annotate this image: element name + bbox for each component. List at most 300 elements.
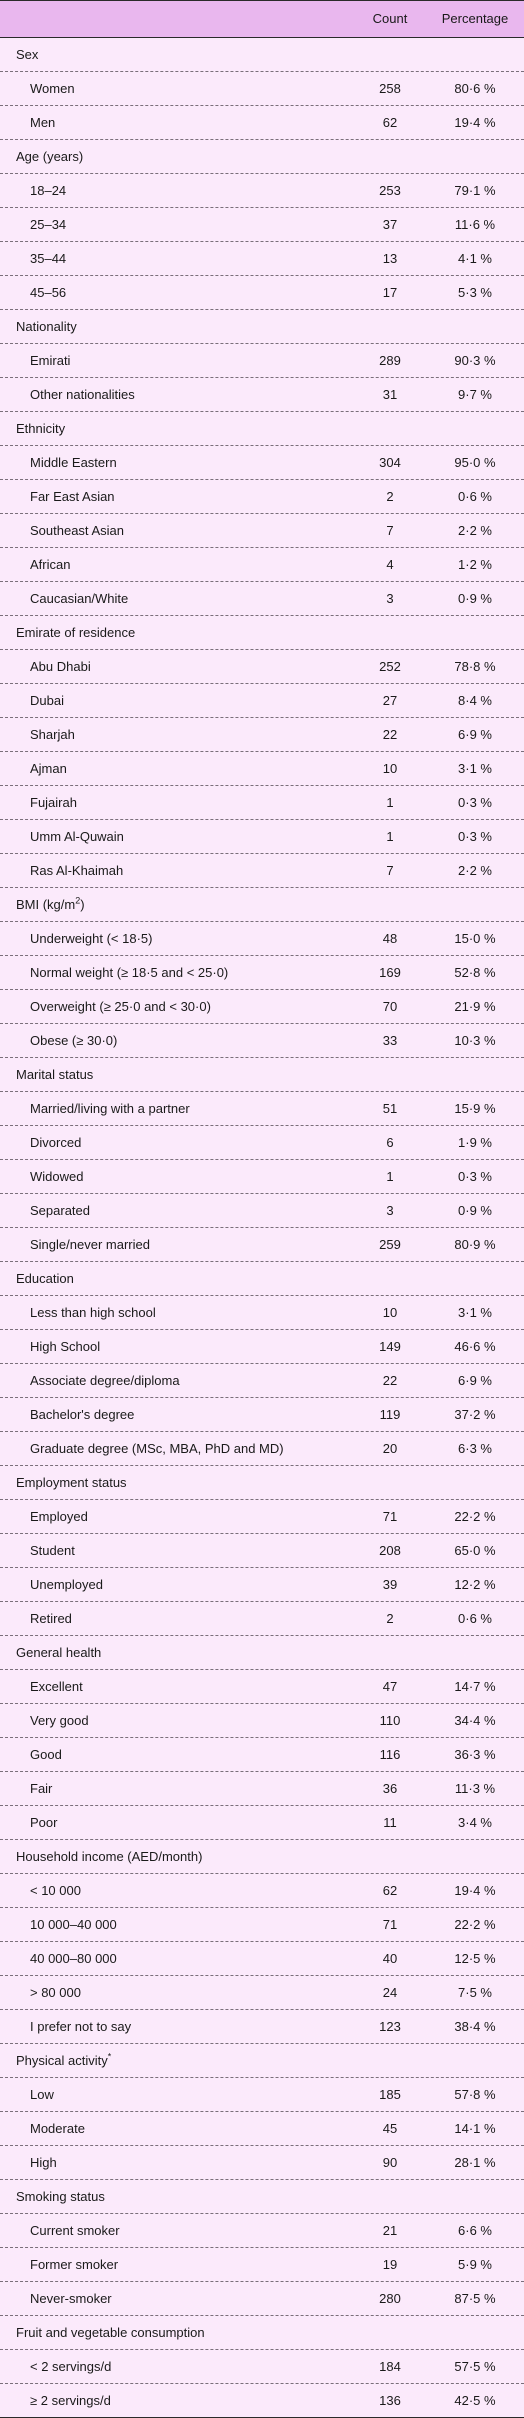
table-row xyxy=(0,343,524,377)
table-row xyxy=(0,2281,524,2315)
label-text: Employment status xyxy=(16,1475,127,1490)
row-label xyxy=(30,514,124,547)
percentage-cell: 3·1 % xyxy=(458,1305,492,1320)
label-text: Nationality xyxy=(16,319,77,334)
percentage-cell: 0·6 % xyxy=(458,489,492,504)
percentage-cell: 79·1 % xyxy=(454,183,496,198)
table-row xyxy=(0,377,524,411)
section-header-row xyxy=(0,1057,524,1091)
table-row xyxy=(0,1669,524,1703)
label-text: Sharjah xyxy=(30,727,75,742)
section-label xyxy=(16,888,85,921)
count-cell: 21 xyxy=(382,2223,398,2238)
table-row xyxy=(0,785,524,819)
section-label xyxy=(16,38,38,71)
table-row xyxy=(0,1941,524,1975)
section-header-row xyxy=(0,615,524,649)
row-label xyxy=(30,174,66,207)
label-text: Student xyxy=(30,1543,75,1558)
percentage-cell: 57·5 % xyxy=(454,2359,496,2374)
row-label xyxy=(30,548,70,581)
percentage-cell: 1·9 % xyxy=(458,1135,492,1150)
table-row xyxy=(0,445,524,479)
label-text: Very good xyxy=(30,1713,89,1728)
label-text: Retired xyxy=(30,1611,72,1626)
label-text: Ajman xyxy=(30,761,67,776)
section-header-row xyxy=(0,309,524,343)
section-label xyxy=(16,616,135,649)
label-suffix: ) xyxy=(80,897,85,912)
row-label xyxy=(30,1534,75,1567)
label-text: General health xyxy=(16,1645,102,1660)
row-label xyxy=(30,1568,103,1601)
section-header-row xyxy=(0,1635,524,1669)
percentage-cell: 14·7 % xyxy=(454,1679,496,1694)
section-label xyxy=(16,2316,205,2349)
table-row xyxy=(0,1499,524,1533)
count-cell: 116 xyxy=(379,1747,401,1762)
row-label xyxy=(30,1874,81,1907)
label-text: < 2 servings/d xyxy=(30,2359,112,2374)
count-cell: 1 xyxy=(386,1169,394,1184)
label-text: Good xyxy=(30,1747,62,1762)
percentage-cell: 0·6 % xyxy=(458,1611,492,1626)
row-label xyxy=(30,1704,89,1737)
count-cell: 110 xyxy=(379,1713,401,1728)
count-cell: 4 xyxy=(386,557,394,572)
row-label xyxy=(30,1500,88,1533)
table-row xyxy=(0,717,524,751)
label-text: Overweight (≥ 25·0 and < 30·0) xyxy=(30,999,211,1014)
label-text: Bachelor's degree xyxy=(30,1407,135,1422)
section-label xyxy=(16,140,83,173)
label-text: Marital status xyxy=(16,1067,94,1082)
count-cell: 3 xyxy=(386,1203,394,1218)
label-text: Umm Al-Quwain xyxy=(30,829,124,844)
label-text: Widowed xyxy=(30,1169,84,1184)
table-row xyxy=(0,1227,524,1261)
row-label xyxy=(30,718,75,751)
percentage-cell: 3·4 % xyxy=(458,1815,492,1830)
percentage-cell: 6·6 % xyxy=(458,2223,492,2238)
row-label xyxy=(30,854,123,887)
count-cell: 185 xyxy=(379,2087,401,2102)
percentage-cell: 8·4 % xyxy=(458,693,492,708)
section-header-row xyxy=(0,38,524,71)
count-cell: 71 xyxy=(382,1509,398,1524)
percentage-cell: 38·4 % xyxy=(454,2019,496,2034)
label-text: 25–34 xyxy=(30,217,67,232)
count-cell: 22 xyxy=(382,727,398,742)
row-label xyxy=(30,72,75,105)
table-row xyxy=(0,1431,524,1465)
section-header-row xyxy=(0,2179,524,2213)
percentage-cell: 6·9 % xyxy=(458,1373,492,1388)
percentage-cell: 42·5 % xyxy=(454,2393,496,2408)
percentage-cell: 12·5 % xyxy=(454,1951,496,1966)
count-cell: 45 xyxy=(382,2121,398,2136)
section-header-row xyxy=(0,887,524,921)
label-superscript: 2 xyxy=(75,895,81,906)
count-cell: 1 xyxy=(386,829,394,844)
percentage-cell: 5·3 % xyxy=(458,285,492,300)
percentage-cell: 0·3 % xyxy=(458,1169,492,1184)
row-label xyxy=(30,242,66,275)
row-label xyxy=(30,1126,81,1159)
percentage-cell: 9·7 % xyxy=(458,387,492,402)
table-row xyxy=(0,1193,524,1227)
count-cell: 20 xyxy=(382,1441,398,1456)
label-superscript: * xyxy=(107,2051,112,2062)
row-label xyxy=(30,276,66,309)
percentage-cell: 22·2 % xyxy=(454,1917,496,1932)
count-cell: 149 xyxy=(379,1339,401,1354)
label-text: 10 000–40 000 xyxy=(30,1917,117,1932)
row-label xyxy=(30,344,70,377)
percentage-cell: 11·3 % xyxy=(454,1781,496,1796)
table-row xyxy=(0,2077,524,2111)
label-text: Separated xyxy=(30,1203,90,1218)
table-row xyxy=(0,207,524,241)
percentage-cell: 65·0 % xyxy=(454,1543,496,1558)
table-body xyxy=(0,38,524,2417)
label-text: African xyxy=(30,557,71,572)
table-row xyxy=(0,751,524,785)
section-header-row xyxy=(0,411,524,445)
count-cell: 7 xyxy=(386,523,394,538)
label-text: High xyxy=(30,2155,57,2170)
table-row xyxy=(0,2009,524,2043)
count-cell: 6 xyxy=(386,1135,394,1150)
row-label xyxy=(30,1398,134,1431)
label-text: Graduate degree (MSc, MBA, PhD and MD) xyxy=(30,1441,284,1456)
row-label xyxy=(30,956,228,989)
percentage-cell: 0·3 % xyxy=(458,829,492,844)
count-cell: 51 xyxy=(382,1101,398,1116)
label-text: Fujairah xyxy=(30,795,77,810)
table-row xyxy=(0,649,524,683)
table-row xyxy=(0,2145,524,2179)
row-label xyxy=(30,1024,117,1057)
table-row xyxy=(0,1397,524,1431)
table-row xyxy=(0,989,524,1023)
table-row xyxy=(0,683,524,717)
percentage-cell: 7·5 % xyxy=(458,1985,492,2000)
percentage-cell: 0·9 % xyxy=(458,591,492,606)
label-text: Employed xyxy=(30,1509,88,1524)
table-row xyxy=(0,2383,524,2417)
percentage-cell: 15·0 % xyxy=(454,931,496,946)
section-header-row xyxy=(0,1261,524,1295)
table-row xyxy=(0,2349,524,2383)
row-label xyxy=(30,1432,284,1465)
table-header xyxy=(0,1,524,38)
row-label xyxy=(30,2214,120,2247)
count-cell: 258 xyxy=(379,81,401,96)
count-cell: 37 xyxy=(382,217,398,232)
label-text: Low xyxy=(30,2087,54,2102)
percentage-cell: 37·2 % xyxy=(454,1407,496,1422)
count-cell: 31 xyxy=(382,387,398,402)
row-label xyxy=(30,2350,111,2383)
label-text: Associate degree/diploma xyxy=(30,1373,180,1388)
label-text: Women xyxy=(30,81,75,96)
percentage-cell: 5·9 % xyxy=(458,2257,492,2272)
count-cell: 252 xyxy=(379,659,401,674)
label-text: Smoking status xyxy=(16,2189,105,2204)
label-text: Underweight (< 18·5) xyxy=(30,931,153,946)
count-column-header: Count xyxy=(372,11,408,26)
table-row xyxy=(0,1295,524,1329)
percentage-cell: 28·1 % xyxy=(454,2155,496,2170)
row-label xyxy=(30,820,124,853)
section-header-row xyxy=(0,1465,524,1499)
section-label xyxy=(16,2180,105,2213)
label-text: Excellent xyxy=(30,1679,83,1694)
label-text: 45–56 xyxy=(30,285,67,300)
label-text: > 80 000 xyxy=(30,1985,81,2000)
table-row xyxy=(0,1125,524,1159)
percentage-cell: 4·1 % xyxy=(458,251,492,266)
label-text: Former smoker xyxy=(30,2257,119,2272)
label-text: Single/never married xyxy=(30,1237,150,1252)
section-label xyxy=(16,310,77,343)
percentage-cell: 6·9 % xyxy=(458,727,492,742)
percentage-cell: 46·6 % xyxy=(454,1339,496,1354)
label-text: BMI (kg/m xyxy=(16,897,76,912)
row-label xyxy=(30,922,152,955)
label-text: Normal weight (≥ 18·5 and < 25·0) xyxy=(30,965,229,980)
table-row xyxy=(0,1873,524,1907)
label-text: Physical activity xyxy=(16,2053,108,2068)
table-row xyxy=(0,1023,524,1057)
table-row xyxy=(0,1159,524,1193)
row-label xyxy=(30,2248,118,2281)
label-text: Household income (AED/month) xyxy=(16,1849,203,1864)
count-cell: 253 xyxy=(379,183,401,198)
row-label xyxy=(30,378,135,411)
label-text: 35–44 xyxy=(30,251,67,266)
count-cell: 11 xyxy=(383,1815,397,1830)
label-text: Middle Eastern xyxy=(30,455,117,470)
percentage-cell: 78·8 % xyxy=(454,659,496,674)
percentage-cell: 22·2 % xyxy=(454,1509,496,1524)
row-label xyxy=(30,1092,190,1125)
percentage-cell: 34·4 % xyxy=(454,1713,496,1728)
label-text: Emirate of residence xyxy=(16,625,136,640)
count-cell: 169 xyxy=(379,965,401,980)
table-row xyxy=(0,241,524,275)
table-row xyxy=(0,1703,524,1737)
count-cell: 39 xyxy=(382,1577,398,1592)
row-label xyxy=(30,990,211,1023)
label-text: I prefer not to say xyxy=(30,2019,132,2034)
table-row xyxy=(0,1737,524,1771)
table-row xyxy=(0,275,524,309)
table-row xyxy=(0,1771,524,1805)
row-label xyxy=(30,650,91,683)
label-text: Far East Asian xyxy=(30,489,115,504)
table-row xyxy=(0,581,524,615)
label-text: Fair xyxy=(30,1781,53,1796)
label-text: Ras Al-Khaimah xyxy=(30,863,124,878)
label-text: Fruit and vegetable consumption xyxy=(16,2325,205,2340)
table-row xyxy=(0,1601,524,1635)
section-header-row xyxy=(0,139,524,173)
label-text: Never-smoker xyxy=(30,2291,112,2306)
count-cell: 136 xyxy=(379,2393,401,2408)
percentage-cell: 1·2 % xyxy=(458,557,492,572)
table-row xyxy=(0,105,524,139)
table-row xyxy=(0,1805,524,1839)
percentage-cell: 90·3 % xyxy=(454,353,496,368)
count-cell: 62 xyxy=(382,1883,398,1898)
count-cell: 7 xyxy=(386,863,394,878)
percentage-cell: 80·9 % xyxy=(454,1237,496,1252)
table-row xyxy=(0,547,524,581)
count-cell: 2 xyxy=(386,1611,394,1626)
table-row xyxy=(0,479,524,513)
count-cell: 70 xyxy=(382,999,398,1014)
label-text: High School xyxy=(30,1339,101,1354)
count-cell: 90 xyxy=(382,2155,398,2170)
label-text: ≥ 2 servings/d xyxy=(30,2393,111,2408)
label-text: Men xyxy=(30,115,56,130)
row-label xyxy=(30,1296,156,1329)
label-text: Sex xyxy=(16,47,39,62)
percentage-cell: 0·3 % xyxy=(458,795,492,810)
percentage-cell: 10·3 % xyxy=(454,1033,496,1048)
label-text: Education xyxy=(16,1271,74,1286)
count-cell: 19 xyxy=(382,2257,398,2272)
section-header-row xyxy=(0,2315,524,2349)
count-cell: 48 xyxy=(382,931,398,946)
count-cell: 3 xyxy=(386,591,394,606)
count-cell: 280 xyxy=(379,2291,401,2306)
label-text: 18–24 xyxy=(30,183,67,198)
row-label xyxy=(30,2146,57,2179)
section-label xyxy=(16,412,65,445)
count-cell: 17 xyxy=(382,285,398,300)
label-text: Married/living with a partner xyxy=(30,1101,190,1116)
section-header-row xyxy=(0,1839,524,1873)
row-label xyxy=(30,1330,100,1363)
row-label xyxy=(30,2078,54,2111)
section-label xyxy=(16,1262,74,1295)
row-label xyxy=(30,1602,72,1635)
count-cell: 10 xyxy=(382,761,398,776)
row-label xyxy=(30,2010,131,2043)
percentage-cell: 3·1 % xyxy=(458,761,492,776)
percentage-cell: 52·8 % xyxy=(454,965,496,980)
percentage-column-header: Percentage xyxy=(441,11,509,26)
count-cell: 10 xyxy=(382,1305,398,1320)
row-label xyxy=(30,1976,81,2009)
count-cell: 36 xyxy=(382,1781,398,1796)
count-cell: 259 xyxy=(379,1237,401,1252)
count-cell: 1 xyxy=(386,795,394,810)
percentage-cell: 19·4 % xyxy=(454,1883,496,1898)
label-text: Moderate xyxy=(30,2121,85,2136)
row-label xyxy=(30,786,77,819)
row-label xyxy=(30,1228,150,1261)
table-row xyxy=(0,955,524,989)
table-row xyxy=(0,921,524,955)
label-text: Poor xyxy=(30,1815,58,1830)
label-text: Caucasian/White xyxy=(30,591,129,606)
table-row xyxy=(0,2247,524,2281)
label-text: Obese (≥ 30·0) xyxy=(30,1033,118,1048)
label-text: Southeast Asian xyxy=(30,523,124,538)
row-label xyxy=(30,106,55,139)
table-row xyxy=(0,1091,524,1125)
row-label xyxy=(30,1670,83,1703)
percentage-cell: 12·2 % xyxy=(454,1577,496,1592)
percentage-cell: 6·3 % xyxy=(458,1441,492,1456)
percentage-cell: 11·6 % xyxy=(454,217,496,232)
row-label xyxy=(30,208,66,241)
count-cell: 40 xyxy=(382,1951,398,1966)
row-label xyxy=(30,1160,83,1193)
row-label xyxy=(30,752,67,785)
row-label xyxy=(30,582,128,615)
table-row xyxy=(0,1907,524,1941)
label-text: Unemployed xyxy=(30,1577,103,1592)
percentage-cell: 87·5 % xyxy=(454,2291,496,2306)
label-text: 40 000–80 000 xyxy=(30,1951,117,1966)
section-label xyxy=(16,1636,101,1669)
table-row xyxy=(0,513,524,547)
label-text: Other nationalities xyxy=(30,387,135,402)
table-row xyxy=(0,173,524,207)
count-cell: 13 xyxy=(382,251,398,266)
percentage-cell: 15·9 % xyxy=(454,1101,496,1116)
percentage-cell: 57·8 % xyxy=(454,2087,496,2102)
table-row xyxy=(0,71,524,105)
label-text: Age (years) xyxy=(16,149,84,164)
row-label xyxy=(30,1942,117,1975)
percentage-cell: 2·2 % xyxy=(458,523,492,538)
count-cell: 47 xyxy=(382,1679,398,1694)
table-row xyxy=(0,1363,524,1397)
row-label xyxy=(30,1908,117,1941)
count-cell: 71 xyxy=(382,1917,398,1932)
row-label xyxy=(30,1364,180,1397)
count-cell: 304 xyxy=(379,455,401,470)
count-cell: 22 xyxy=(382,1373,398,1388)
table-row xyxy=(0,2213,524,2247)
row-label xyxy=(30,1194,90,1227)
table-row xyxy=(0,1329,524,1363)
label-text: Ethnicity xyxy=(16,421,66,436)
count-cell: 2 xyxy=(386,489,394,504)
table-row xyxy=(0,819,524,853)
section-label xyxy=(16,1058,93,1091)
percentage-cell: 36·3 % xyxy=(454,1747,496,1762)
section-label xyxy=(16,1840,202,1873)
table-row xyxy=(0,853,524,887)
row-label xyxy=(30,446,117,479)
percentage-cell: 0·9 % xyxy=(458,1203,492,1218)
percentage-cell: 2·2 % xyxy=(458,863,492,878)
section-label xyxy=(16,2044,111,2077)
count-cell: 62 xyxy=(382,115,398,130)
percentage-cell: 95·0 % xyxy=(454,455,496,470)
label-text: Current smoker xyxy=(30,2223,120,2238)
row-label xyxy=(30,1806,57,1839)
label-text: Dubai xyxy=(30,693,64,708)
label-text: < 10 000 xyxy=(30,1883,81,1898)
